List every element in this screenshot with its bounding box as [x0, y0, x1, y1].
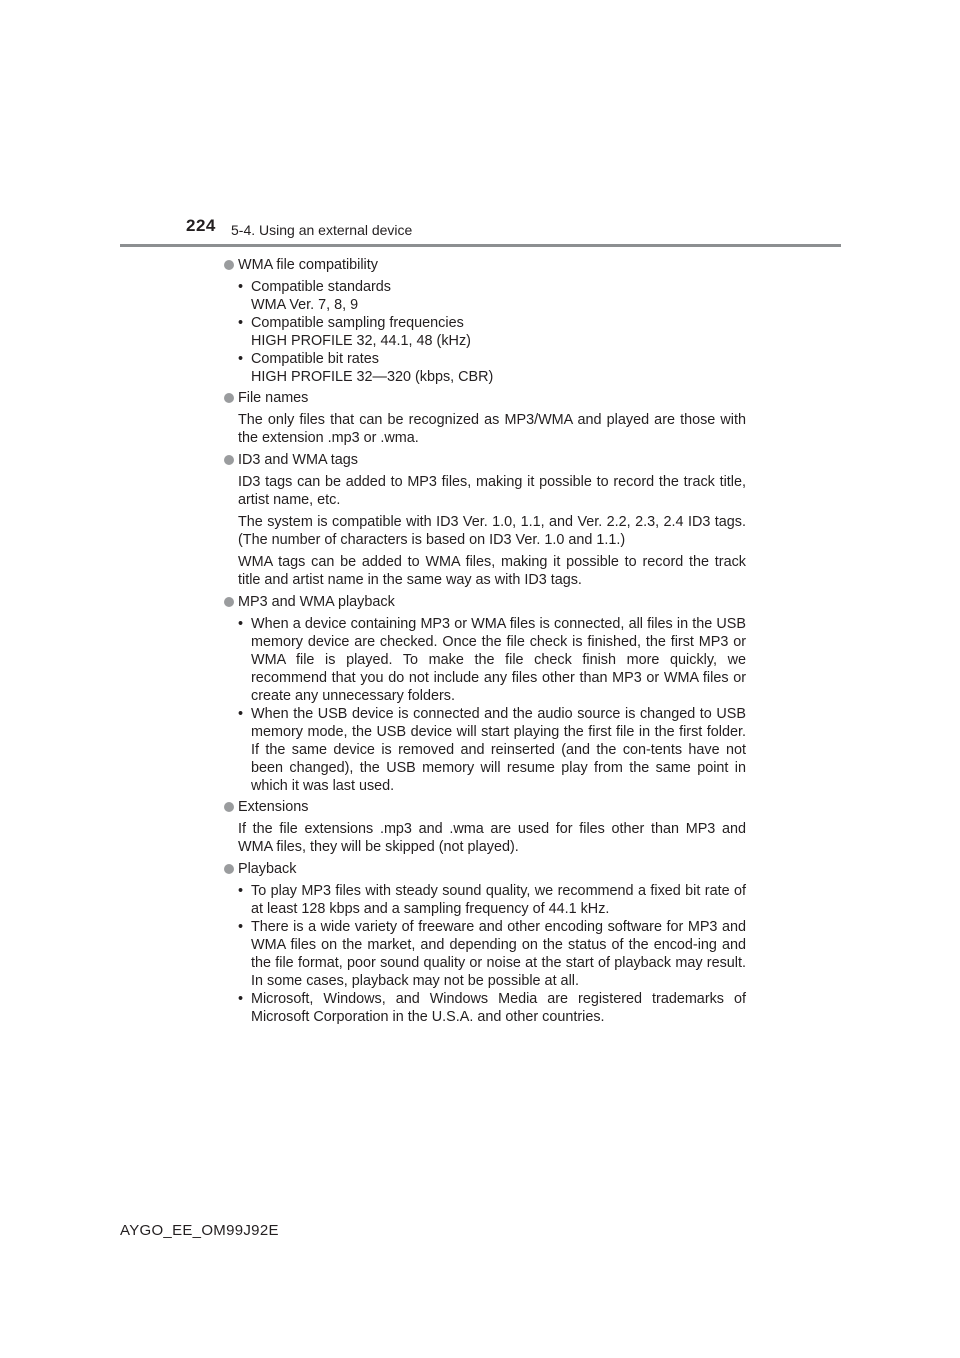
bullet-dot-icon	[224, 864, 234, 874]
paragraph: The system is compatible with ID3 Ver. 1.0, 1.1, and Ver. 2.2, 2.3, 2.4 ID3 tags. (The number of characters is based on ID3 Ver. 1.0 and 1.1.)	[238, 514, 746, 548]
paragraph: If the file extensions .mp3 and .wma are used for files other than MP3 and WMA files, they will be skipped (not played).	[238, 821, 746, 855]
list-item-subtext: HIGH PROFILE 32, 44.1, 48 (kHz)	[251, 333, 471, 349]
topic-heading-text: WMA file compatibility	[238, 257, 378, 273]
topic-playback	[224, 860, 746, 1026]
topic-heading	[224, 256, 746, 274]
bullet-dot-icon	[224, 802, 234, 812]
list-item	[238, 278, 746, 314]
bullet-dot-icon	[224, 455, 234, 465]
paragraph: WMA tags can be added to WMA files, making it possible to record the track title and artist name in the same way as with ID3 tags.	[238, 554, 746, 588]
list-item-text: Compatible sampling frequencies	[251, 315, 464, 331]
bullet-dot-icon	[224, 260, 234, 270]
section-title: 5-4. Using an external device	[231, 222, 413, 238]
bullet-dot-icon	[224, 597, 234, 607]
item-marker: •	[238, 706, 244, 722]
item-marker: •	[238, 883, 244, 899]
topic-heading	[224, 451, 746, 469]
topic-mp3-wma-playback	[224, 593, 746, 795]
topic-extensions	[224, 798, 746, 856]
list-item-text: Compatible bit rates	[251, 351, 379, 367]
list-item	[238, 615, 746, 705]
topic-heading	[224, 389, 746, 407]
paragraph: The only files that can be recognized as MP3/WMA and played are those with the extension .mp3 or .wma.	[238, 412, 746, 446]
content	[224, 256, 746, 1029]
item-list	[238, 278, 746, 386]
list-item-subtext: HIGH PROFILE 32—320 (kbps, CBR)	[251, 369, 494, 385]
list-item	[238, 350, 746, 386]
list-item-text: When a device containing MP3 or WMA files is connected, all files in the USB memory device are checked. Once the file check is finished, the first MP3 or WMA file is played. To make the file check finish more quickly, we recommend that you do not include any files other than MP3 or WMA files or create any unnecessary folders.	[251, 616, 746, 704]
topic-id3-wma-tags	[224, 451, 746, 589]
topic-wma-compatibility	[224, 256, 746, 386]
topic-heading-text: Extensions	[238, 799, 309, 815]
list-item-text: When the USB device is connected and the audio source is changed to USB memory mode, the USB device will start playing the first file in the first folder. If the same device is removed and reinserted (and the con-tents have not been changed), the USB memory will resume play from the same point in which it was last used.	[251, 706, 746, 794]
footer-doc-code: AYGO_EE_OM99J92E	[120, 1222, 279, 1239]
topic-file-names	[224, 389, 746, 447]
list-item	[238, 314, 746, 350]
item-marker: •	[238, 315, 244, 331]
list-item	[238, 882, 746, 918]
item-marker: •	[238, 991, 244, 1007]
topic-heading-text: File names	[238, 390, 309, 406]
list-item-text: Microsoft, Windows, and Windows Media are registered trademarks of Microsoft Corporation in the U.S.A. and other countries.	[251, 991, 746, 1025]
header-rule	[120, 244, 841, 247]
item-list	[238, 882, 746, 1026]
item-list	[238, 615, 746, 795]
list-item-text: Compatible standards	[251, 279, 391, 295]
list-item-text: To play MP3 files with steady sound quality, we recommend a fixed bit rate of at least 128 kbps and a sampling frequency of 44.1 kHz.	[251, 883, 746, 917]
topic-heading-text: MP3 and WMA playback	[238, 594, 395, 610]
item-marker: •	[238, 919, 244, 935]
item-marker: •	[238, 616, 244, 632]
list-item	[238, 918, 746, 990]
list-item	[238, 990, 746, 1026]
item-marker: •	[238, 351, 244, 367]
topic-heading-text: ID3 and WMA tags	[238, 452, 358, 468]
list-item-subtext: WMA Ver. 7, 8, 9	[251, 297, 359, 313]
list-item	[238, 705, 746, 795]
page-number: 224	[186, 216, 216, 235]
bullet-dot-icon	[224, 393, 234, 403]
topic-heading	[224, 798, 746, 816]
list-item-text: There is a wide variety of freeware and other encoding software for MP3 and WMA files on the market, and depending on the status of the encod-ing and the file format, poor sound quality or noise at the start of playback may result. In some cases, playback may not be possible at all.	[251, 919, 746, 989]
item-marker: •	[238, 279, 244, 295]
topic-heading	[224, 593, 746, 611]
paragraph: ID3 tags can be added to MP3 files, making it possible to record the track title, artist name, etc.	[238, 474, 746, 508]
topic-heading-text: Playback	[238, 861, 297, 877]
topic-heading	[224, 860, 746, 878]
